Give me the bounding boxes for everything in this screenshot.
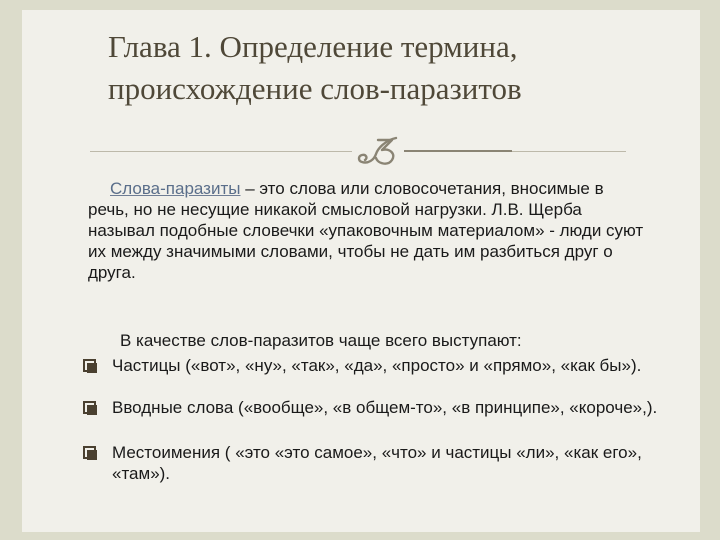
slide [22, 10, 700, 532]
checkbox-bullet-icon [82, 400, 98, 416]
checkbox-bullet-icon [82, 445, 98, 461]
divider-right-accent [404, 150, 512, 152]
scroll-ornament-icon [356, 134, 402, 168]
definition-text: – это слова или словосочетания, вносимые в речь, но не несущие никакой смысловой нагрузки. Л.В. Щерба называл подобные словечки «упаковочным материалом» - люди суют их между значимыми словами, чтобы не дать им разбиться друг о друга. [88, 179, 644, 282]
list-intro: В качестве слов-паразитов чаще всего выступают: [120, 331, 522, 350]
term-link[interactable]: Слова-паразиты [110, 179, 241, 198]
divider-left [90, 151, 352, 152]
definition-paragraph [88, 178, 648, 283]
list-item-text: Местоимения ( «это «это самое», «что» и частицы «ли», «как его», «там»). [112, 443, 642, 483]
slide-title-line-1: Глава 1. Определение термина, [108, 29, 518, 64]
slide-title-line-2: происхождение слов-паразитов [108, 71, 522, 106]
list-item-text: Частицы («вот», «ну», «так», «да», «просто» и «прямо», «как бы»). [112, 356, 642, 375]
checkbox-bullet-icon [82, 358, 98, 374]
slide-title [108, 26, 668, 110]
list-item-text: Вводные слова («вообще», «в общем-то», «в принципе», «короче»,). [112, 398, 658, 417]
